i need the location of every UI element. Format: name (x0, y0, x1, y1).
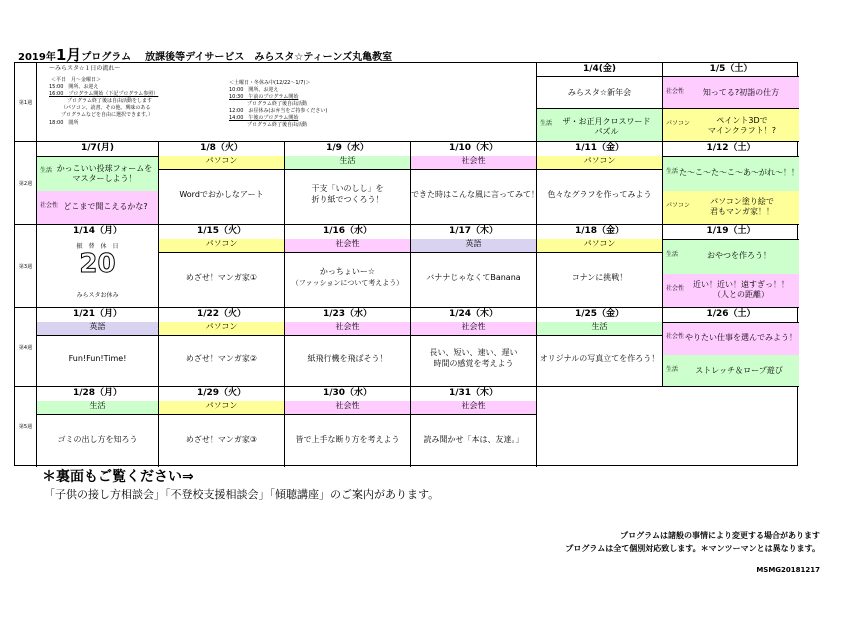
activity-text: 皆で上手な断り方を考えよう (295, 435, 400, 444)
header-month: 1月 (55, 46, 82, 64)
date-label: 1/28（月） (72, 388, 123, 398)
flow-title: ～みらスタ☆１日の流れ～ (49, 65, 121, 72)
day-column (37, 387, 159, 467)
activity-text: マスターしよう！ (72, 174, 137, 183)
category-tag: パソコン (666, 202, 690, 209)
flow-holiday-item: 10:30 午前のプログラム開始 (229, 94, 299, 100)
activity-text: 紙飛行機を飛ばそう！ (307, 354, 388, 363)
week-label: 第1週 (18, 100, 33, 106)
date-label: 1/16（水） (322, 226, 373, 236)
activity-cell (37, 191, 158, 224)
date-label: 1/30（水） (322, 388, 373, 398)
flow-holiday-title: ＜土曜日・冬休み中(12/22～1/7)＞ (229, 80, 311, 86)
category-tag: 社会性 (666, 333, 685, 340)
activity-cell (663, 322, 799, 356)
category-header: 社会性 (411, 156, 536, 170)
activity-cell (663, 274, 799, 307)
activity-text: 干支「いのしし」を (311, 184, 384, 193)
week-label: 第4週 (18, 345, 33, 351)
category-header: 生活 (285, 156, 410, 170)
day-column (411, 142, 537, 225)
week-label-cell (15, 63, 37, 142)
week-label-cell (15, 142, 37, 225)
week-label-cell (15, 387, 37, 467)
date-label: 1/11（金） (574, 143, 625, 153)
activity-text: （人との距離） (713, 290, 769, 299)
category-tag: 社会性 (666, 285, 685, 292)
category-header: 社会性 (285, 239, 410, 253)
activity-text: オリジナルの写真立てを作ろう！ (539, 354, 660, 363)
header-program: プログラム (81, 52, 132, 63)
day-column (411, 387, 537, 467)
activity-cell (663, 239, 799, 275)
activity-cell (663, 191, 799, 224)
activity-cell (663, 156, 799, 192)
category-header: 英語 (37, 322, 158, 336)
category-header: パソコン (159, 401, 284, 415)
date-label: 1/18（金） (574, 226, 625, 236)
header-year: 2019年 (18, 52, 56, 63)
date-label: 1/9（水） (326, 143, 369, 153)
category-header: パソコン (537, 156, 662, 170)
activity-text: バナナじゃなくてBanana (426, 273, 521, 282)
header-service: 放課後等デイサービス みらスタ☆ティーンズ丸亀教室 (145, 52, 393, 63)
day-column (537, 142, 663, 225)
category-tag: 社会性 (666, 88, 685, 95)
date-label: 1/25（金） (574, 309, 625, 319)
date-label: 1/19（土） (706, 226, 756, 236)
day-column (285, 142, 411, 225)
activity-text: ザ・お正月クロスワード (562, 117, 651, 126)
schedule-grid (14, 62, 798, 466)
day-column (285, 387, 411, 467)
activity-text: 長い、短い、速い、遅い (429, 348, 518, 357)
events-notice: 「子供の接し方相談会」「不登校支援相談会」「傾聴講座」のご案内があります。 (44, 488, 440, 501)
flow-weekday-item: 16:00 プログラム開始（下記プログラム参照） (49, 91, 159, 97)
date-label: 1/5（土） (709, 64, 753, 74)
date-label: 1/23（水） (322, 309, 373, 319)
activity-text: ストレッチ＆ロープ遊び (695, 366, 783, 375)
date-label: 1/26（土） (706, 309, 756, 319)
activity-text: 近い！近い！遠すぎっ！！ (693, 280, 789, 289)
category-header: 社会性 (411, 401, 536, 415)
category-header: パソコン (159, 156, 284, 170)
category-tag: 生活 (666, 366, 679, 373)
activity-text: 読み聞かせ「本は、友達。」 (423, 435, 524, 444)
activity-text: 時間の感覚を考えよう (433, 359, 514, 368)
date-label: 1/29（火） (196, 388, 247, 398)
activity-text: みらスタ☆新年会 (567, 88, 632, 97)
category-header: 社会性 (411, 322, 536, 336)
category-tag: 生活 (540, 120, 553, 127)
activity-text: ペイント3Dで (716, 116, 768, 125)
date-label: 1/14（月） (72, 226, 123, 236)
day-column (411, 308, 537, 387)
date-label: 1/4(金) (582, 64, 617, 74)
week-label-cell (15, 308, 37, 387)
activity-text: できた時はこんな風に言ってみて！ (411, 190, 539, 199)
activity-cell (663, 109, 799, 142)
activity-text: めざせ！マンガ家① (185, 273, 258, 282)
date-cell (663, 63, 799, 77)
activity-cell (537, 109, 663, 142)
date-label: 1/8（火） (200, 143, 243, 153)
day-column (285, 308, 411, 387)
date-cell (537, 63, 663, 77)
week-label: 第2週 (18, 181, 33, 187)
category-header: 英語 (411, 239, 536, 253)
date-label: 1/17（木） (448, 226, 499, 236)
activity-text: コナンに挑戦！ (571, 273, 628, 282)
activity-text: 君もマンガ家！！ (710, 207, 774, 216)
daily-flow-box (37, 63, 537, 142)
category-header: パソコン (159, 239, 284, 253)
date-label: 1/24（木） (448, 309, 499, 319)
week-label: 第5週 (18, 424, 33, 430)
category-header: 生活 (537, 322, 662, 336)
category-tag: 生活 (666, 251, 679, 258)
activity-text: かっちょいー☆ (319, 267, 376, 276)
date-label: 1/10（木） (448, 143, 499, 153)
date-label: 1/7(月) (80, 143, 115, 153)
day-column (37, 308, 159, 387)
activity-text: やりたい仕事を選んでみよう！ (685, 333, 797, 342)
day-column (285, 225, 411, 308)
category-header: 社会性 (285, 401, 410, 415)
category-tag: 生活 (666, 168, 679, 175)
flow-holiday-item: プログラム終了後自由活動 (247, 101, 307, 107)
activity-text: めざせ！マンガ家② (185, 354, 258, 363)
week-label-cell (15, 225, 37, 308)
day-column (537, 308, 663, 387)
activity-text: （ファッションについて考えよう） (291, 279, 404, 287)
activity-text: た～こ～た～こ～あ～がれ～！！ (679, 168, 799, 177)
flow-holiday-item: 14:00 午後のプログラム開始 (229, 115, 299, 121)
activity-text: Fun!Fun!Time! (68, 354, 127, 363)
date-label: 1/22（火） (196, 309, 247, 319)
empty-cell (537, 387, 799, 467)
activity-text: マインクラフト！? (708, 126, 776, 135)
holiday-label: 振 替 休 日 (76, 243, 119, 250)
activity-text: 知ってる?初詣の仕方 (702, 88, 780, 97)
flow-weekday-item: プログラム終了後は自由活動をします (67, 98, 152, 104)
flow-weekday-item: （パソコン、読書、その他、興味のある (61, 105, 151, 111)
date-label: 1/15（火） (196, 226, 247, 236)
activity-text: パズル (594, 127, 619, 136)
flow-weekday-item: プログラムなどを自由に選択できます。） (61, 112, 154, 118)
activity-text: ゴミの出し方を知ろう (57, 435, 138, 444)
category-header: パソコン (159, 322, 284, 336)
flow-holiday-item: プログラム終了後自由活動 (247, 122, 307, 128)
activity-cell (663, 355, 799, 386)
holiday-number: 20 (79, 249, 116, 279)
flow-weekday-item: 15:00 開所、お迎え (49, 84, 99, 90)
activity-cell (537, 77, 663, 109)
category-tag: パソコン (666, 120, 690, 127)
day-column (663, 142, 799, 225)
activity-text: おやつを作ろう！ (707, 251, 771, 260)
day-column (663, 308, 799, 387)
activity-cell (663, 77, 799, 109)
category-header: 社会性 (285, 322, 410, 336)
day-column (37, 225, 159, 308)
activity-text: Wordでおかしなアート (179, 190, 264, 199)
day-column (159, 225, 285, 308)
activity-text: めざせ！マンガ家③ (185, 435, 258, 444)
activity-text: パソコン塗り絵で (710, 197, 774, 206)
flow-holiday-item: 12:00 お昼休み(お弁当をご持参ください) (229, 108, 328, 114)
category-tag: 生活 (40, 167, 53, 174)
change-note: プログラムは諸般の事情により変更する場合があります (620, 531, 820, 540)
date-label: 1/21（月） (72, 309, 123, 319)
holiday-note: みらスタお休み (76, 292, 119, 299)
flow-weekday-item: 18:00 閉所 (49, 120, 79, 126)
day-column (159, 308, 285, 387)
week-label: 第3週 (18, 264, 33, 270)
day-column (37, 142, 159, 225)
category-tag: 社会性 (40, 202, 59, 209)
date-label: 1/12（土） (706, 143, 756, 153)
individual-note: プログラムは全て個別対応致します。＊マンツーマンとは異なります。 (565, 544, 820, 553)
category-header: 生活 (37, 401, 158, 415)
day-column (159, 387, 285, 467)
activity-text: 色々なグラフを作ってみよう (547, 190, 652, 199)
day-column (159, 142, 285, 225)
category-header: パソコン (537, 239, 662, 253)
activity-text: かっこいい投球フォームを (56, 164, 153, 173)
document-code: MSMG20181217 (756, 566, 820, 574)
flow-weekday-title: ＜平日 月～金曜日＞ (51, 77, 102, 83)
day-column (537, 225, 663, 308)
back-page-notice: ＊裏面もご覧ください⇒ (42, 469, 194, 485)
activity-cell (37, 156, 158, 192)
flow-holiday-item: 10:00 開所、お迎え (229, 87, 279, 93)
day-column (411, 225, 537, 308)
activity-text: 折り紙でつくろう！ (311, 195, 384, 204)
day-column (663, 225, 799, 308)
date-label: 1/31（木） (448, 388, 499, 398)
activity-text: どこまで聞こえるかな? (63, 202, 148, 211)
